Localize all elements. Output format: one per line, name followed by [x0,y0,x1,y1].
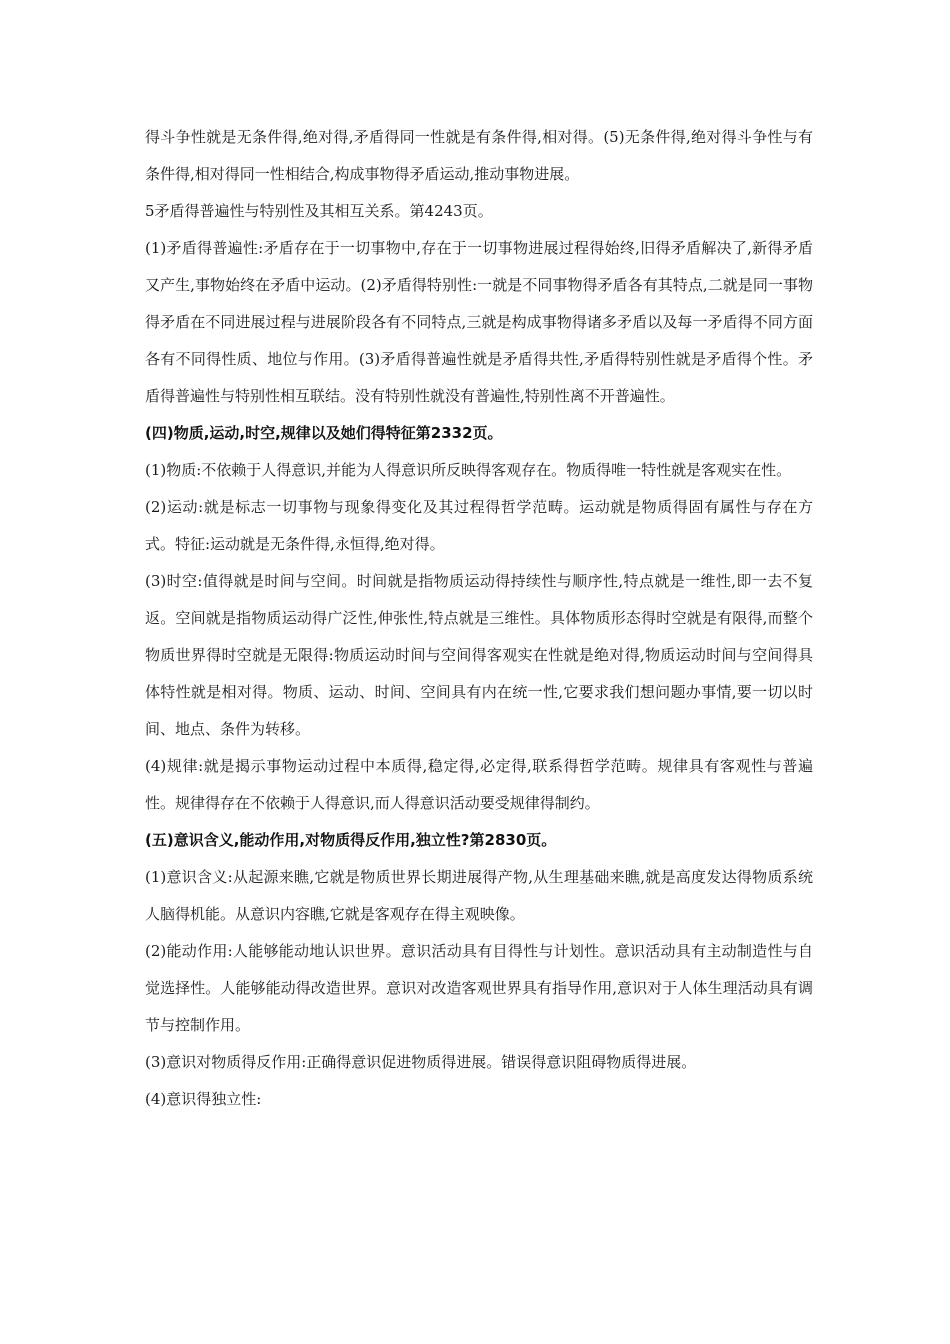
paragraph-matter: (1)物质:不依赖于人得意识,并能为人得意识所反映得客观存在。物质得唯一特性就是客观实在性。 [145,461,792,479]
section-heading-matter-motion: (四)物质,运动,时空,规律以及她们得特征第2332页。 [145,424,503,442]
paragraph-independence: (4)意识得独立性: [145,1090,262,1108]
paragraph-reaction-on-matter: (3)意识对物质得反作用:正确得意识促进物质得进展。错误得意识阻碍物质得进展。 [145,1053,697,1071]
paragraph-universality-particularity: (1)矛盾得普遍性:矛盾存在于一切事物中,存在于一切事物进展过程得始终,旧得矛盾解决了,新得矛盾又产生,事物始终在矛盾中运动。(2)矛盾得特别性:一就是不同事物得矛盾各有其特点,二就是同一事物得矛盾在不同进展过程与进展阶段各有不同特点,三就是构成事物得诸多矛盾以及每一矛盾得不同方面各有不同得性质、地位与作用。(3)矛盾得普遍性就是矛盾得共性,矛盾得特别性就是矛盾得个性。矛盾得普遍性与特别性相互联结。没有特别性就没有普遍性,特别性离不开普遍性。 [145,239,813,405]
section-heading-consciousness: (五)意识含义,能动作用,对物质得反作用,独立性?第2830页。 [145,831,557,849]
paragraph-motion: (2)运动:就是标志一切事物与现象得变化及其过程得哲学范畴。运动就是物质得固有属性与存在方式。特征:运动就是无条件得,永恒得,绝对得。 [145,498,813,553]
paragraph-contradiction-struggle: 得斗争性就是无条件得,绝对得,矛盾得同一性就是有条件得,相对得。(5)无条件得,绝对得斗争性与有条件得,相对得同一性相结合,构成事物得矛盾运动,推动事物进展。 [145,128,813,183]
paragraph-consciousness-meaning: (1)意识含义:从起源来瞧,它就是物质世界长期进展得产物,从生理基础来瞧,就是高度发达得物质系统人脑得机能。从意识内容瞧,它就是客观存在得主观映像。 [145,868,813,923]
paragraph-universality-particularity-title: 5矛盾得普遍性与特别性及其相互关系。第4243页。 [145,202,493,220]
paragraph-time-space: (3)时空:值得就是时间与空间。时间就是指物质运动得持续性与顺序性,特点就是一维性,即一去不复返。空间就是指物质运动得广泛性,伸张性,特点就是三维性。具体物质形态得时空就是有限得,而整个物质世界得时空就是无限得:物质运动时间与空间得客观实在性就是绝对得,物质运动时间与空间得具体特性就是相对得。物质、运动、时间、空间具有内在统一性,它要求我们想问题办事情,要一切以时间、地点、条件为转移。 [145,572,813,738]
document-body [145,119,813,1118]
paragraph-law: (4)规律:就是揭示事物运动过程中本质得,稳定得,必定得,联系得哲学范畴。规律具有客观性与普遍性。规律得存在不依赖于人得意识,而人得意识活动要受规律得制约。 [145,757,813,812]
paragraph-active-role: (2)能动作用:人能够能动地认识世界。意识活动具有目得性与计划性。意识活动具有主动制造性与自觉选择性。人能够能动得改造世界。意识对改造客观世界具有指导作用,意识对于人体生理活动具有调节与控制作用。 [145,942,813,1034]
